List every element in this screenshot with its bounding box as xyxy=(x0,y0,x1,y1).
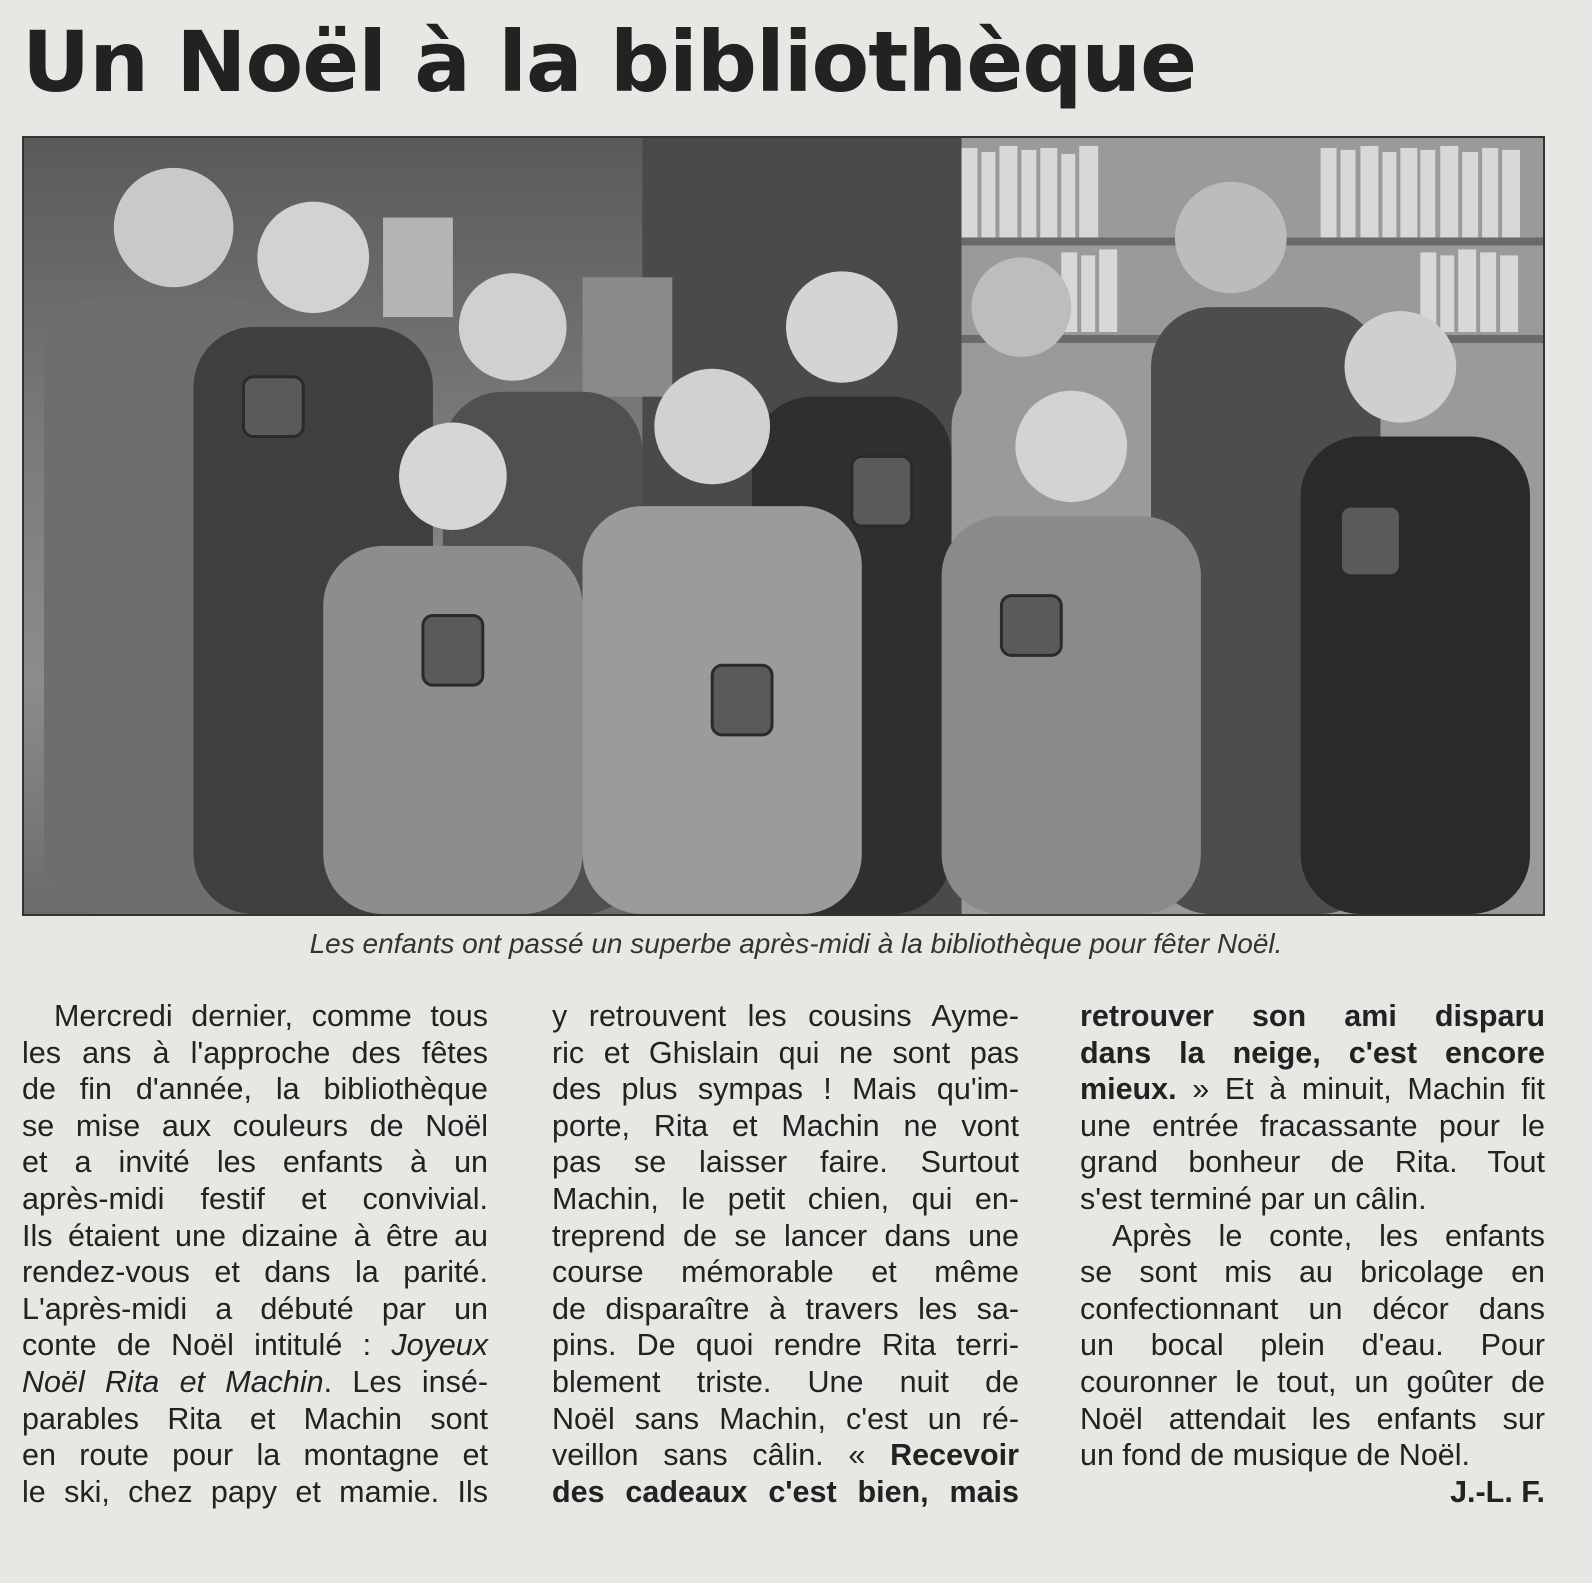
text-run: un bocal plein d'eau. Pour xyxy=(1080,1328,1545,1363)
text-run: couronner le tout, un goûter de xyxy=(1080,1364,1545,1399)
article-line xyxy=(1080,1401,1545,1438)
text-run: Joyeux xyxy=(391,1328,488,1363)
article-line xyxy=(552,1144,1019,1181)
article-line xyxy=(552,998,1019,1035)
article-line xyxy=(22,998,488,1035)
article-line xyxy=(552,1035,1019,1072)
text-run: grand bonheur de Rita. Tout xyxy=(1080,1145,1545,1180)
article-line xyxy=(1080,1218,1545,1255)
article-line xyxy=(552,1291,1019,1328)
article-line xyxy=(552,1364,1019,1401)
article-line xyxy=(22,1108,488,1145)
text-run: et a invité les enfants à un xyxy=(22,1145,488,1180)
text-run: de disparaître à travers les sa- xyxy=(552,1291,1019,1326)
article-column-2 xyxy=(552,998,1019,1510)
text-run: en route pour la montagne et xyxy=(22,1438,488,1473)
text-run: » Et à minuit, Machin fit xyxy=(1176,1072,1545,1107)
text-run: . Les insé- xyxy=(323,1364,488,1399)
text-run: blement triste. Une nuit de xyxy=(552,1364,1019,1399)
article-line xyxy=(22,1218,488,1255)
text-run: les ans à l'approche des fêtes xyxy=(22,1035,488,1070)
article-line xyxy=(22,1181,488,1218)
text-run: treprend de se lancer dans une xyxy=(552,1218,1019,1253)
article-line xyxy=(552,1071,1019,1108)
article-line xyxy=(1080,1327,1545,1364)
text-run: des cadeaux c'est bien, mais xyxy=(552,1474,1019,1509)
text-run: de fin d'année, la bibliothèque xyxy=(22,1072,488,1107)
text-run: veillon sans câlin. « xyxy=(552,1438,891,1473)
text-run: Recevoir xyxy=(890,1438,1019,1473)
article-line xyxy=(1080,1071,1545,1108)
text-run: confectionnant un décor dans xyxy=(1080,1291,1545,1326)
text-run: Noël attendait les enfants sur xyxy=(1080,1401,1545,1436)
article-line xyxy=(22,1144,488,1181)
article-line xyxy=(1080,1035,1545,1072)
text-run: Noël sans Machin, c'est un ré- xyxy=(552,1401,1019,1436)
text-run: Après le conte, les enfants xyxy=(1112,1218,1545,1253)
article-line xyxy=(1080,1291,1545,1328)
article-line xyxy=(552,1254,1019,1291)
article-line xyxy=(552,1474,1019,1511)
text-run: des plus sympas ! Mais qu'im- xyxy=(552,1072,1019,1107)
text-run: pas se laisser faire. Surtout xyxy=(552,1145,1019,1180)
photo-children-library-illustration xyxy=(24,138,1543,914)
text-run: retrouver son ami disparu xyxy=(1080,999,1545,1033)
article-column-3 xyxy=(1080,998,1545,1510)
article-line xyxy=(1080,1437,1545,1474)
text-run: un fond de musique de Noël. xyxy=(1080,1438,1470,1473)
article-line xyxy=(1080,1181,1545,1218)
article-line xyxy=(1080,1108,1545,1145)
text-run: y retrouvent les cousins Ayme- xyxy=(552,999,1019,1033)
article-line xyxy=(552,1437,1019,1474)
text-run: mieux. xyxy=(1080,1072,1177,1107)
article-line xyxy=(1080,998,1545,1035)
text-run: se mise aux couleurs de Noël xyxy=(22,1108,488,1143)
text-run: conte de Noël intitulé : xyxy=(22,1328,392,1363)
text-run: parables Rita et Machin sont xyxy=(22,1401,488,1436)
article-line xyxy=(552,1218,1019,1255)
text-run: rendez-vous et dans la parité. xyxy=(22,1255,488,1290)
text-run: se sont mis au bricolage en xyxy=(1080,1255,1545,1290)
headline: Un Noël à la bibliothèque xyxy=(22,13,1197,111)
article-line xyxy=(22,1291,488,1328)
article-line xyxy=(1080,1144,1545,1181)
article-line xyxy=(22,1401,488,1438)
photo-caption: Les enfants ont passé un superbe après-midi à la bibliothèque pour fêter Noël. xyxy=(309,928,1283,959)
text-run: ric et Ghislain qui ne sont pas xyxy=(552,1035,1019,1070)
text-run: L'après-midi a débuté par un xyxy=(22,1291,488,1326)
text-run: Noël Rita et Machin xyxy=(22,1364,324,1399)
article-photo xyxy=(22,136,1545,916)
text-run: porte, Rita et Machin ne vont xyxy=(552,1108,1019,1143)
article-line xyxy=(552,1401,1019,1438)
article-line xyxy=(22,1327,488,1364)
article-line xyxy=(552,1108,1019,1145)
text-run: Mercredi dernier, comme tous xyxy=(54,999,488,1033)
text-run: s'est terminé par un câlin. xyxy=(1080,1181,1427,1216)
text-run: dans la neige, c'est encore xyxy=(1080,1035,1545,1070)
article-line xyxy=(22,1254,488,1291)
article-line xyxy=(22,1474,488,1511)
article-line xyxy=(1080,1254,1545,1291)
article-line xyxy=(22,1071,488,1108)
article-column-1 xyxy=(22,998,488,1510)
text-run: après-midi festif et convivial. xyxy=(22,1181,488,1216)
article-line xyxy=(22,1364,488,1401)
text-run: course mémorable et même xyxy=(552,1255,1019,1290)
text-run: le ski, chez papy et mamie. Ils xyxy=(22,1474,488,1509)
text-run: une entrée fracassante pour le xyxy=(1080,1108,1545,1143)
article-line xyxy=(552,1181,1019,1218)
article-line xyxy=(22,1035,488,1072)
text-run: pins. De quoi rendre Rita terri- xyxy=(552,1328,1019,1363)
text-run: Machin, le petit chien, qui en- xyxy=(552,1181,1019,1216)
article-line xyxy=(22,1437,488,1474)
article-line xyxy=(552,1327,1019,1364)
author-signature: J.-L. F. xyxy=(1450,1474,1545,1509)
article-line xyxy=(1080,1364,1545,1401)
text-run: Ils étaient une dizaine à être au xyxy=(22,1218,488,1253)
